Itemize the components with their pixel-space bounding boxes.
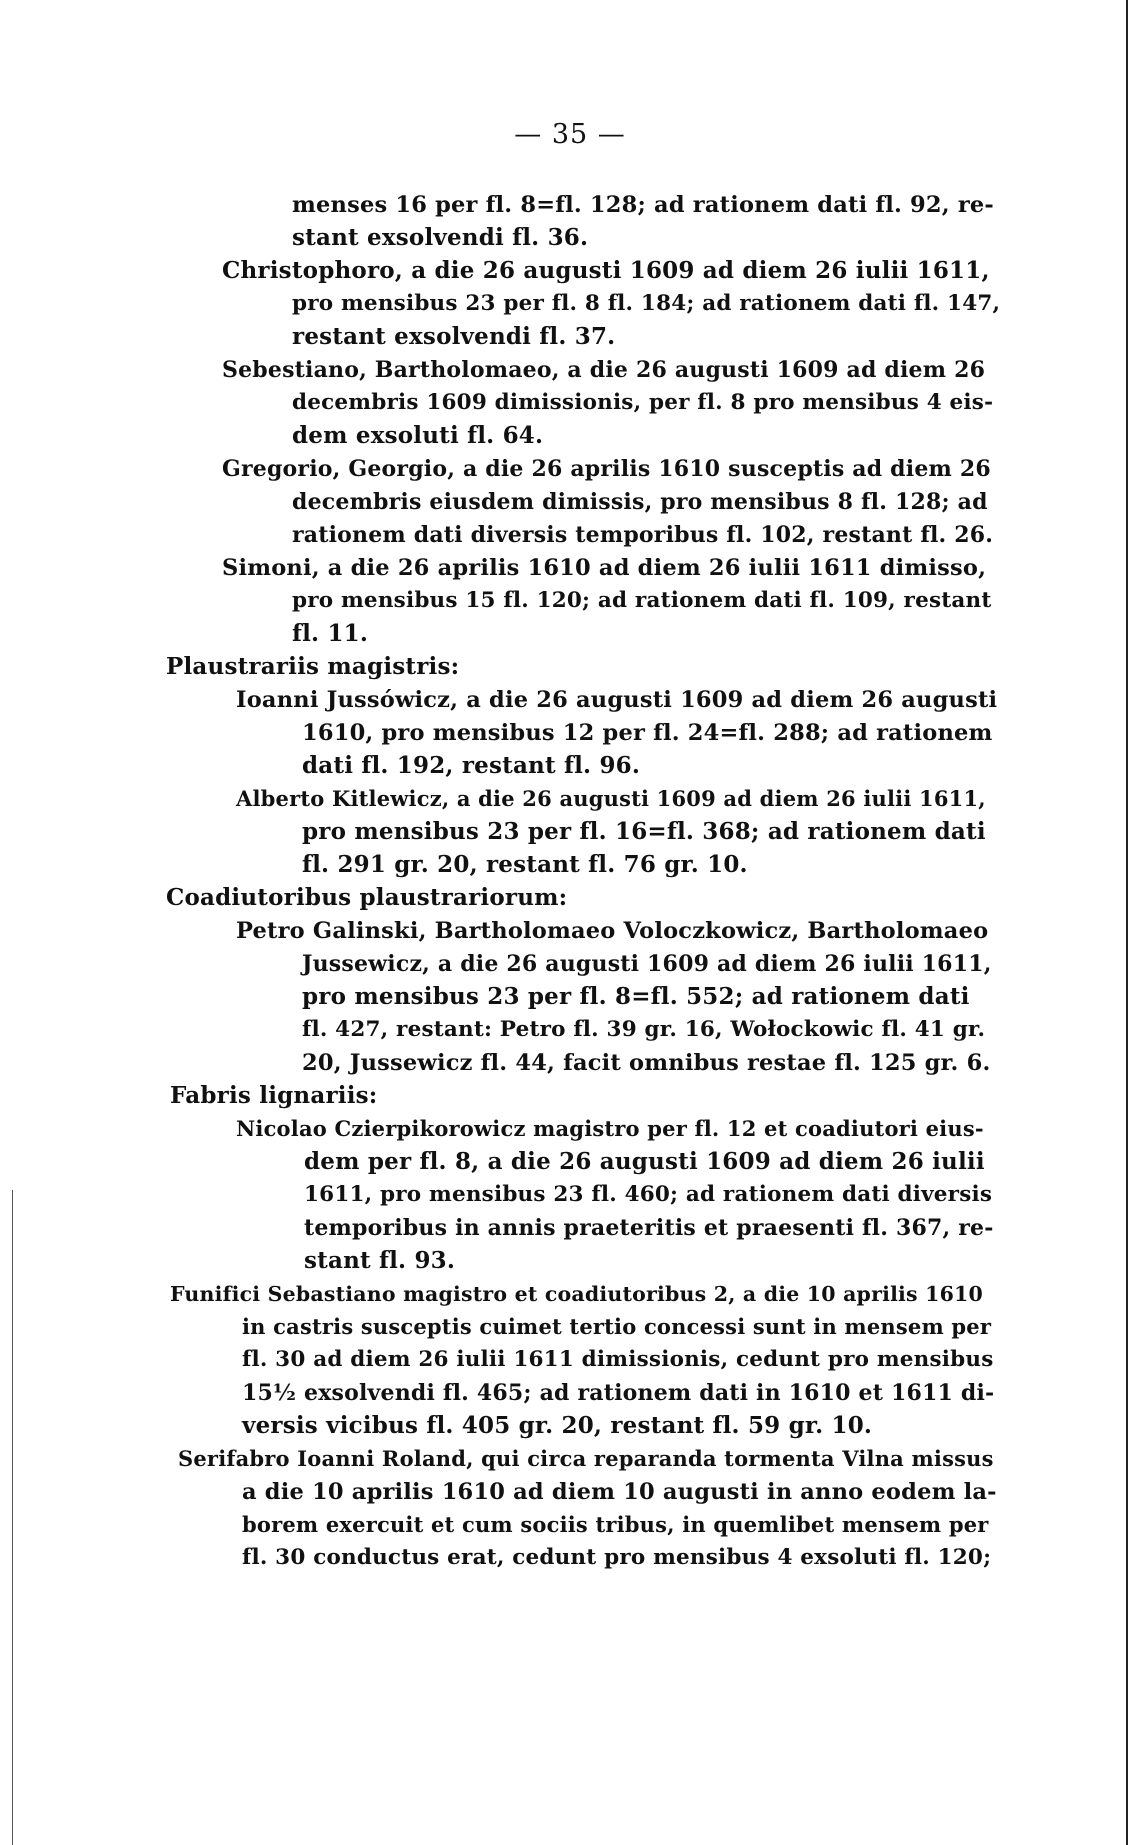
text-line: Alberto Kitlewicz, a die 26 augusti 1609 ad diem 26 iulii 1611,: [236, 786, 986, 811]
text-line: Christophoro, a die 26 augusti 1609 ad diem 26 iulii 1611,: [222, 257, 990, 284]
text-line: pro mensibus 15 fl. 120; ad rationem dati fl. 109, restant: [292, 588, 992, 613]
text-line: pro mensibus 23 per fl. 16=fl. 368; ad rationem dati: [302, 818, 986, 845]
text-line: 15½ exsolvendi fl. 465; ad rationem dati in 1610 et 1611 di-: [242, 1380, 995, 1406]
section-heading: Plaustrariis magistris:: [166, 653, 460, 680]
text-line: stant fl. 93.: [304, 1247, 456, 1274]
text-line: fl. 291 gr. 20, restant fl. 76 gr. 10.: [302, 851, 748, 878]
text-line: Funifici Sebastiano magistro et coadiutoribus 2, a die 10 aprilis 1610: [170, 1282, 983, 1306]
text-line: temporibus in annis praeteritis et praesenti fl. 367, re-: [304, 1215, 994, 1241]
section-heading: Fabris lignariis:: [170, 1082, 378, 1109]
text-line: menses 16 per fl. 8=fl. 128; ad rationem dati fl. 92, re-: [292, 192, 994, 218]
text-line: versis vicibus fl. 405 gr. 20, restant fl. 59 gr. 10.: [242, 1412, 873, 1439]
text-line: 1610, pro mensibus 12 per fl. 24=fl. 288; ad rationem: [302, 720, 993, 746]
text-line: Nicolao Czierpikorowicz magistro per fl. 12 et coadiutori eius-: [236, 1116, 984, 1141]
text-line: pro mensibus 23 per fl. 8 fl. 184; ad rationem dati fl. 147,: [292, 291, 1001, 316]
text-line: restant exsolvendi fl. 37.: [292, 323, 616, 350]
text-line: in castris susceptis cuimet tertio concessi sunt in mensem per: [242, 1314, 992, 1339]
text-line: fl. 11.: [292, 620, 369, 647]
text-line: a die 10 aprilis 1610 ad diem 10 augusti in anno eodem la-: [242, 1479, 997, 1505]
text-line: dem exsoluti fl. 64.: [292, 422, 544, 449]
text-line: rationem dati diversis temporibus fl. 102, restant fl. 26.: [292, 522, 994, 548]
text-line: pro mensibus 23 per fl. 8=fl. 552; ad rationem dati: [302, 983, 970, 1010]
text-line: 1611, pro mensibus 23 fl. 460; ad rationem dati diversis: [304, 1182, 993, 1207]
text-line: Petro Galinski, Bartholomaeo Voloczkowicz, Bartholomaeo: [236, 918, 989, 944]
text-line: Simoni, a die 26 aprilis 1610 ad diem 26 iulii 1611 dimisso,: [222, 555, 987, 581]
text-line: Serifabro Ioanni Roland, qui circa reparanda tormenta Vilna missus: [178, 1446, 994, 1471]
text-line: Jussewicz, a die 26 augusti 1609 ad diem 26 iulii 1611,: [302, 951, 992, 977]
text-line: decembris 1609 dimissionis, per fl. 8 pro mensibus 4 eis-: [292, 390, 994, 415]
text-line: stant exsolvendi fl. 36.: [292, 224, 589, 251]
text-line: fl. 30 ad diem 26 iulii 1611 dimissionis, cedunt pro mensibus: [242, 1347, 994, 1372]
text-line: Ioanni Jussówicz, a die 26 augusti 1609 ad diem 26 augusti: [236, 687, 998, 713]
text-line: Gregorio, Georgio, a die 26 aprilis 1610 susceptis ad diem 26: [222, 456, 991, 482]
text-line: Sebestiano, Bartholomaeo, a die 26 augusti 1609 ad diem 26: [222, 357, 986, 383]
text-line: fl. 30 conductus erat, cedunt pro mensibus 4 exsoluti fl. 120;: [242, 1545, 992, 1570]
text-line: borem exercuit et cum sociis tribus, in quemlibet mensem per: [242, 1512, 989, 1537]
text-line: dem per fl. 8, a die 26 augusti 1609 ad diem 26 iulii: [304, 1148, 985, 1175]
text-line: decembris eiusdem dimissis, pro mensibus 8 fl. 128; ad: [292, 489, 988, 515]
text-line: fl. 427, restant: Petro fl. 39 gr. 16, Wołockowic fl. 41 gr.: [302, 1017, 986, 1042]
page-number: — 35 —: [514, 119, 626, 150]
text-line: dati fl. 192, restant fl. 96.: [302, 752, 641, 779]
section-heading: Coadiutoribus plaustrariorum:: [166, 884, 568, 911]
text-line: 20, Jussewicz fl. 44, facit omnibus restae fl. 125 gr. 6.: [302, 1050, 991, 1076]
